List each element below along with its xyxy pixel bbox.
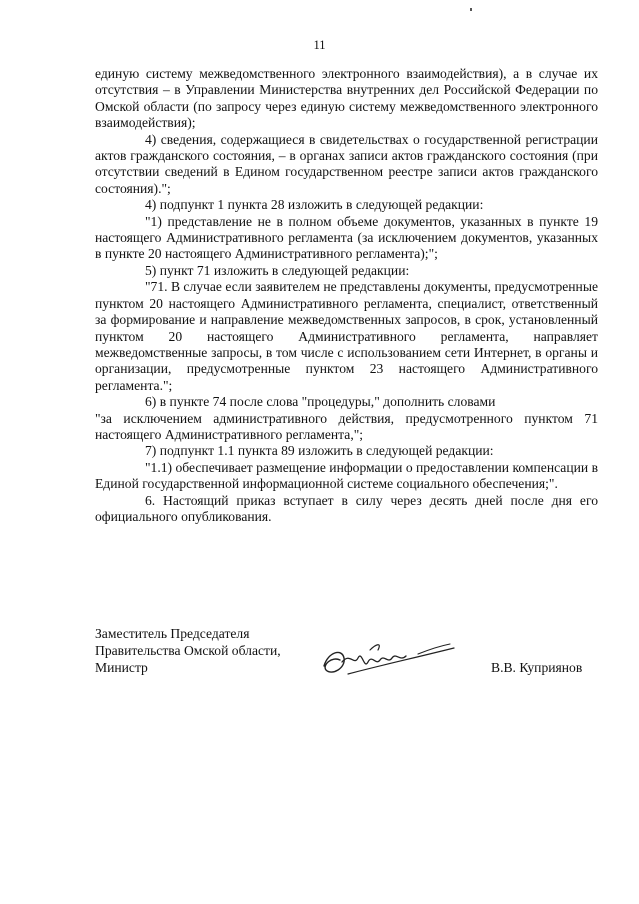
paragraph: "71. В случае если заявителем не представлены документы, предусмотренные пунктом 20 настоящего Административного регламента, специалист, ответственный за формирование и направление межведомственных запросов, в срок, установленный пунктом 20 настоящего Административного регламента, направляет межведомственные запросы, в том числе с использованием сети Интернет, в органы и организации, предусмотренные пунктом 23 настоящего Административного регламента."; bbox=[95, 279, 598, 393]
paragraph: "за исключением административного действия, предусмотренного пунктом 71 настоящего Административного регламента,"; bbox=[95, 410, 598, 442]
paragraph: 6. Настоящий приказ вступает в силу через десять дней после дня его официального опубликования. bbox=[95, 492, 598, 524]
signatory-name: В.В. Куприянов bbox=[491, 660, 583, 675]
paragraph: 7) подпункт 1.1 пункта 89 изложить в следующей редакции: bbox=[145, 443, 494, 459]
paragraph: "1.1) обеспечивает размещение информации о предоставлении компенсации в Единой государственной информационной системе социального обеспечения;". bbox=[95, 459, 598, 492]
paragraph: единую систему межведомственного электронного взаимодействия), а в случае их отсутствия – в Управлении Министерства внутренних дел Российской Федерации по Омской области (по запросу через единую систему межведомственного электронного взаимодействия); bbox=[95, 66, 598, 131]
scan-speck bbox=[470, 8, 472, 11]
signatory-title-line: Заместитель Председателя bbox=[95, 626, 250, 641]
paragraph: 4) подпункт 1 пункта 28 изложить в следующей редакции: bbox=[145, 197, 484, 213]
signatory-title-line: Министр bbox=[95, 659, 148, 675]
signatory-title bbox=[95, 626, 281, 676]
document-body bbox=[95, 66, 598, 525]
paragraph: "1) представление не в полном объеме документов, указанных в пункте 19 настоящего Административного регламента (за исключением документов, указанных в пункте 20 настоящего Административного регламента);"; bbox=[95, 213, 598, 262]
paragraph: 4) сведения, содержащиеся в свидетельствах о государственной регистрации актов гражданского состояния, – в органах записи актов гражданского состояния (при отсутствии сведений в Едином государственном реестре записи актов гражданского состояния)."; bbox=[95, 131, 598, 196]
signatory-title-line: Правительства Омской области, bbox=[95, 642, 281, 658]
paragraph: 6) в пункте 74 после слова "процедуры," дополнить словами bbox=[145, 394, 496, 410]
paragraph: 5) пункт 71 изложить в следующей редакции: bbox=[145, 262, 410, 278]
handwritten-signature bbox=[318, 636, 458, 686]
page-number: 11 bbox=[313, 38, 326, 52]
